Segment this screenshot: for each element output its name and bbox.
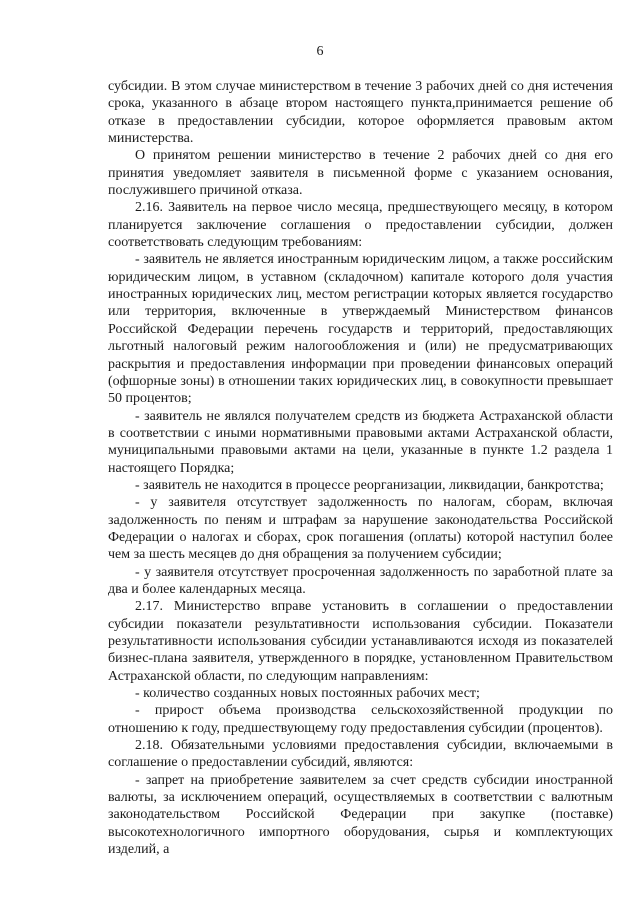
list-item-new-jobs: - количество созданных новых постоянных рабочих мест;	[135, 686, 480, 702]
list-item-currency-ban: - запрет на приобретение заявителем за счет средств субсидии иностранной валюты, за исключением операций, осуществляемых в соответствии с валютным законодательством Российской Федерации при закупке (поставке) высокотехнологичного импортного оборудования, сырья и комплектующих изделий, а	[108, 772, 613, 858]
list-item-budget-recipient: - заявитель не являлся получателем средств из бюджета Астраханской области в соответствии с иными нормативными правовыми актами Астраханской области, муниципальными правовыми актами на цели, указанные в пункте 1.2 раздела 1 настоящего Порядка;	[108, 408, 613, 476]
list-item-foreign-entity: - заявитель не является иностранным юридическим лицом, а также российским юридическим лицом, в уставном (складочном) капитале которого доля участия иностранных юридических лиц, местом регистрации которых является государство или территория, включенные в утверждаемый Министерством финансов Российской Федерации перечень государств и территорий, предоставляющих льготный налоговый режим налогообложения и (или) не предусматривающих раскрытия и предоставления информации при проведении финансовых операций (офшорные зоны) в отношении таких юридических лиц, в совокупности превышает 50 процентов;	[108, 252, 613, 407]
page-number: 6	[316, 44, 324, 59]
paragraph-continuation: субсидии. В этом случае министерством в течение 3 рабочих дней со дня истечения срока, указанного в абзаце втором настоящего пункта,принимается решение об отказе в предоставлении субсидии, которое оформляется правовым актом министерства.	[108, 79, 613, 147]
list-item-reorganization: - заявитель не находится в процессе реорганизации, ликвидации, банкротства;	[135, 477, 604, 493]
document-body	[108, 78, 613, 858]
paragraph-2-17: 2.17. Министерство вправе установить в соглашении о предоставлении субсидии показатели результативности использования субсидии. Показатели результативности использования субсидии устанавливаются исходя из показателей бизнес-плана заявителя, утвержденного в порядке, установленном Правительством Астраханской области, по следующим направлениям:	[108, 599, 613, 684]
paragraph-decision-notice: О принятом решении министерство в течение 2 рабочих дней со дня его принятия уведомляет заявителя в письменной форме с указанием основания, послужившего причиной отказа.	[108, 148, 613, 199]
paragraph-2-18: 2.18. Обязательными условиями предоставления субсидии, включаемыми в соглашение о предоставлении субсидий, являются:	[108, 738, 613, 771]
list-item-production-growth: - прирост объема производства сельскохозяйственной продукции по отношению к году, предшествующему году предоставления субсидии (процентов).	[108, 703, 613, 736]
paragraph-2-16: 2.16. Заявитель на первое число месяца, предшествующего месяцу, в котором планируется заключение соглашения о предоставлении субсидии, должен соответствовать следующим требованиям:	[108, 200, 613, 251]
list-item-wage-debt: - у заявителя отсутствует просроченная задолженность по заработной плате за два и более календарных месяца.	[108, 564, 613, 597]
list-item-tax-debt: - у заявителя отсутствует задолженность по налогам, сборам, включая задолженность по пеням и штрафам за нарушение законодательства Российской Федерации о налогах и сборах, срок погашения (оплаты) которой наступил более чем за шесть месяцев до дня обращения за получением субсидии;	[108, 495, 613, 563]
